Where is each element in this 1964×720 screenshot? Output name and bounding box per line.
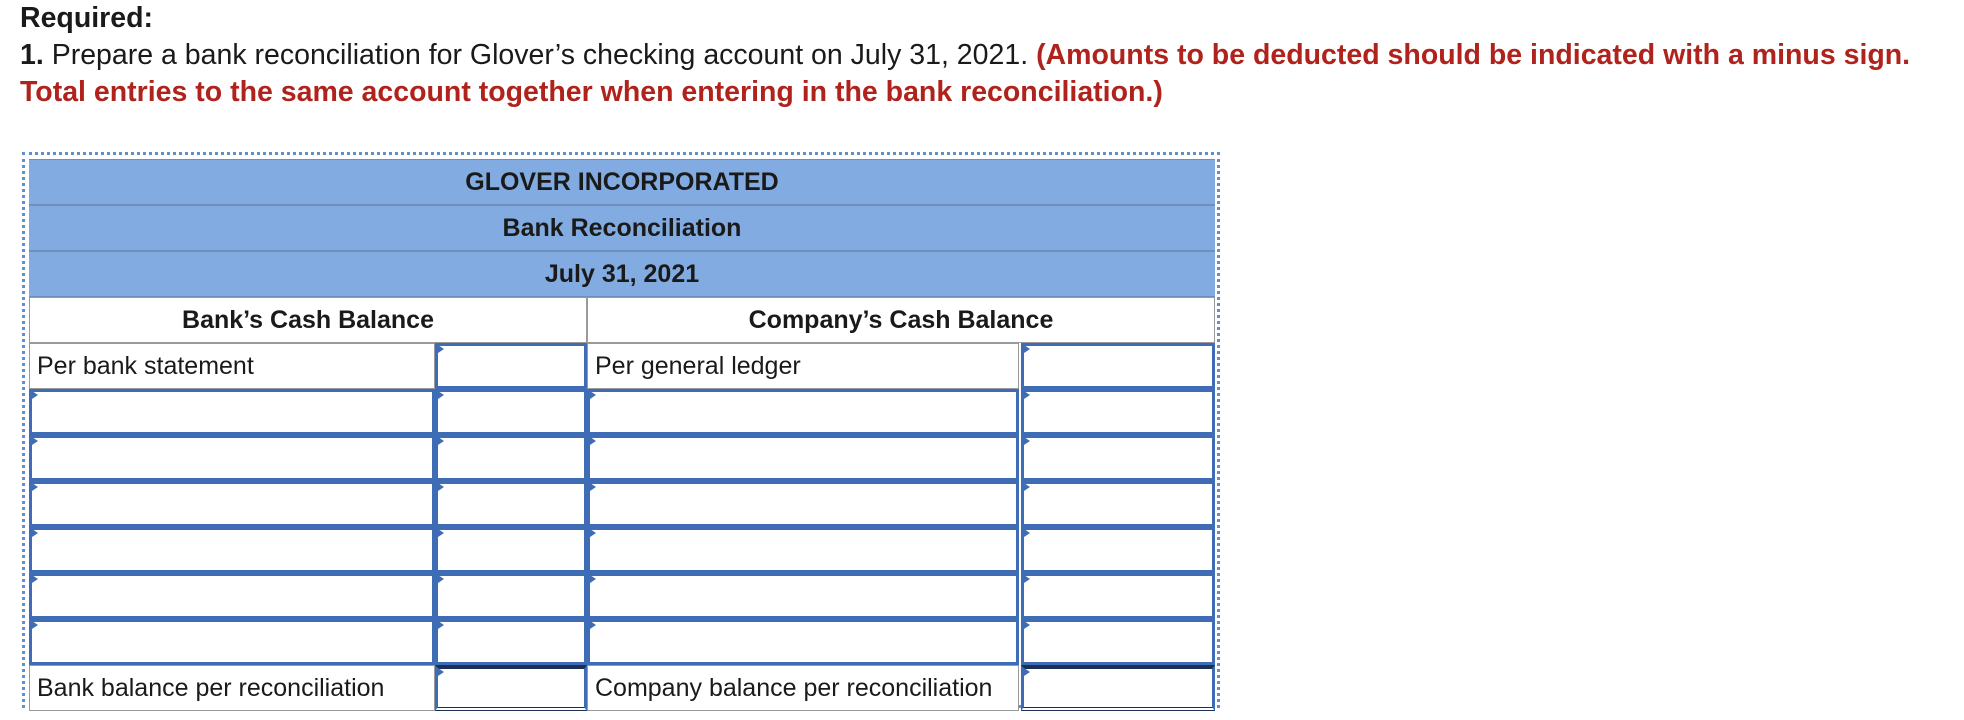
bank-adjustment-amount-input[interactable] — [435, 527, 587, 573]
bank-total-label: Bank balance per reconciliation — [29, 665, 435, 711]
instruction-note: (Amounts to be deducted should be indicated with a minus sign. Total entries to the same account together when entering in the bank reconciliation.) — [20, 39, 1911, 108]
instructions — [20, 0, 1940, 111]
bank-adjustment-dropdown[interactable] — [29, 619, 435, 665]
bank-adjustment-dropdown[interactable] — [29, 527, 435, 573]
general-ledger-label: Per general ledger — [587, 343, 1019, 389]
company-cash-balance-header: Company’s Cash Balance — [587, 297, 1215, 343]
worksheet-date-header: July 31, 2021 — [29, 251, 1215, 297]
bank-adjustment-amount-input[interactable] — [435, 389, 587, 435]
company-adjustment-amount-input[interactable] — [1021, 481, 1215, 527]
company-adjustment-amount-input[interactable] — [1021, 527, 1215, 573]
item-text: Prepare a bank reconciliation for Glover’s checking account on July 31, 2021. — [43, 39, 1037, 71]
company-adjustment-dropdown[interactable] — [587, 389, 1019, 435]
bank-adjustment-dropdown[interactable] — [29, 573, 435, 619]
company-adjustment-dropdown[interactable] — [587, 573, 1019, 619]
bank-adjustment-amount-input[interactable] — [435, 573, 587, 619]
company-adjustment-amount-input[interactable] — [1021, 389, 1215, 435]
company-total-amount-input[interactable] — [1021, 665, 1215, 711]
company-adjustment-dropdown[interactable] — [587, 527, 1019, 573]
bank-adjustment-dropdown[interactable] — [29, 481, 435, 527]
company-adjustment-amount-input[interactable] — [1021, 573, 1215, 619]
bank-adjustment-amount-input[interactable] — [435, 481, 587, 527]
bank-reconciliation-worksheet — [22, 152, 1220, 708]
company-total-label: Company balance per reconciliation — [587, 665, 1019, 711]
company-adjustment-dropdown[interactable] — [587, 619, 1019, 665]
bank-total-amount-input[interactable] — [435, 665, 587, 711]
bank-cash-balance-header: Bank’s Cash Balance — [29, 297, 587, 343]
bank-adjustment-amount-input[interactable] — [435, 619, 587, 665]
bank-statement-label: Per bank statement — [29, 343, 435, 389]
company-adjustment-dropdown[interactable] — [587, 481, 1019, 527]
bank-adjustment-amount-input[interactable] — [435, 435, 587, 481]
company-adjustment-amount-input[interactable] — [1021, 435, 1215, 481]
item-number: 1. — [20, 39, 44, 71]
bank-adjustment-dropdown[interactable] — [29, 389, 435, 435]
general-ledger-amount-input[interactable] — [1021, 343, 1215, 389]
company-name-header: GLOVER INCORPORATED — [29, 159, 1215, 205]
required-heading: Required: — [20, 2, 154, 34]
company-adjustment-amount-input[interactable] — [1021, 619, 1215, 665]
bank-adjustment-dropdown[interactable] — [29, 435, 435, 481]
bank-statement-amount-input[interactable] — [435, 343, 587, 389]
company-adjustment-dropdown[interactable] — [587, 435, 1019, 481]
worksheet-title-header: Bank Reconciliation — [29, 205, 1215, 251]
